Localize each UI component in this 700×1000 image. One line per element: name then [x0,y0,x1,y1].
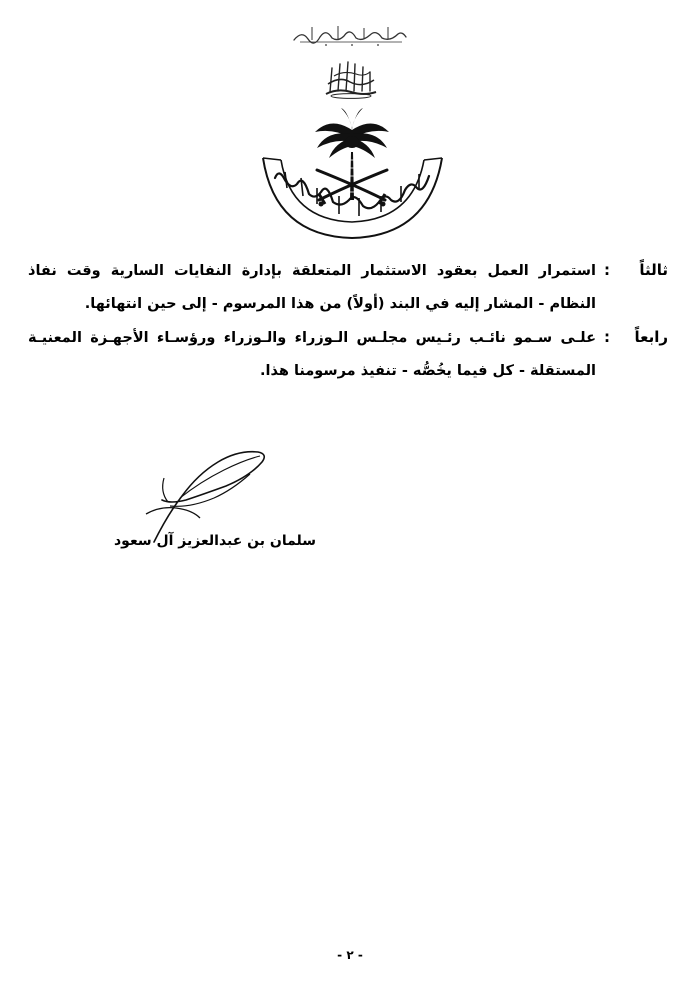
clause-separator: : [604,328,610,346]
clause-fourth [28,322,668,388]
clause-text: استمرار العمل بعقود الاستثمار المتعلقة بإدارة النفايات السارية وقت نفاذ النظام - المشار إليه في البند (أولاً) من هذا المرسوم - إلى حين انتهائها. [28,263,596,312]
handwritten-signature [140,448,270,546]
page-number: - ٢ - [337,948,363,962]
clause-separator: : [604,261,610,279]
basmala-calligraphy-icon [290,22,410,48]
clause-label: رابعاً [634,328,668,346]
clause-text: علـى سـمو نائـب رئـيس مجلـس الـوزراء والـوزراء ورؤسـاء الأجهـزة المعنيـة المستقلة - كل فيما يخُصُّه - تنفيذ مرسومنا هذا. [28,330,596,379]
shahada-calligraphy-icon [320,58,382,100]
signer-name: سلمان بن عبدالعزيز آل سعود [113,533,316,549]
palm-and-swords-emblem-icon [255,108,450,240]
clause-label: ثالثاً [639,261,668,279]
clause-third [28,255,668,321]
